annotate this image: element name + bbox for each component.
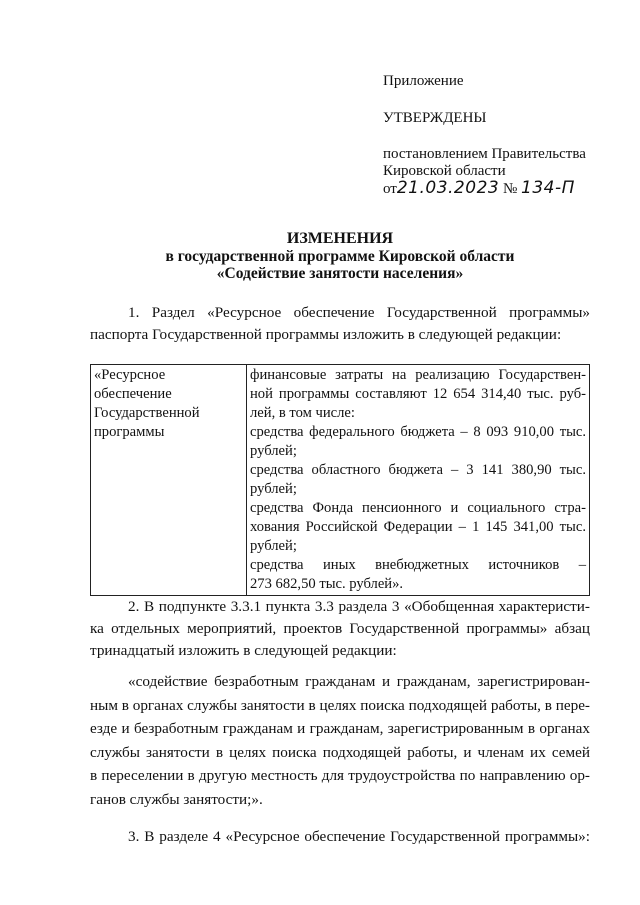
item-2-line-1: 2. В подпункте 3.3.1 пункта 3.3 раздела 3 «Обобщенная характеристи- <box>128 598 590 615</box>
left-cell-line: обеспечение <box>94 386 172 402</box>
item-1-line-2: паспорта Государственной программы изложить в следующей редакции: <box>90 326 562 343</box>
right-cell-line: средства иных внебюджетных источников – <box>250 557 586 573</box>
right-cell-line: финансовые затраты на реализацию Государствен- <box>250 367 586 383</box>
right-cell-line: ной программы составляют 12 654 314,40 тыс. руб- <box>250 386 586 402</box>
right-cell-line: хования Российской Федерации – 1 145 341,00 тыс. <box>250 519 586 535</box>
right-cell-line: рублей; <box>250 481 297 497</box>
date-prefix: от <box>383 181 397 197</box>
document-subtitle-2: «Содействие занятости населения» <box>216 265 464 282</box>
item-2-line-2: ка отдельных мероприятий, проектов Государственной программы» абзац <box>90 620 590 637</box>
document-title: ИЗМЕНЕНИЯ <box>286 230 394 247</box>
item-3 <box>90 826 590 848</box>
right-cell-line: лей, в том числе: <box>250 405 355 421</box>
quote-line: «содействие безработным гражданам и гражданам, зарегистрирован- <box>128 673 590 690</box>
handwritten-date: 21.03.2023 <box>396 178 500 198</box>
right-cell-line: средства Фонда пенсионного и социального стра- <box>250 500 586 516</box>
approved-label: УТВЕРЖДЕНЫ <box>383 110 487 126</box>
item-2 <box>90 596 590 662</box>
quote-line: ным в органах службы занятости в целях поиска подходящей работы, в пере- <box>90 696 590 714</box>
handwritten-number: 134-П <box>521 178 575 198</box>
left-cell-line: Государственной <box>94 405 200 421</box>
quote-line: в переселении в другую местность для трудоустройства по направлению ор- <box>90 767 590 784</box>
right-cell-line: рублей; <box>250 443 297 459</box>
right-cell-line: средства областного бюджета – 3 141 380,90 тыс. <box>250 462 586 478</box>
table-row <box>91 365 590 596</box>
right-cell-line: средства федерального бюджета – 8 093 910,00 тыс. <box>250 424 586 440</box>
left-cell-line: программы <box>94 424 165 440</box>
item-3-line-1: 3. В разделе 4 «Ресурсное обеспечение Государственной программы»: <box>128 828 590 845</box>
quote-line: службы занятости в целях поиска подходящей работы, и членам их семей <box>90 743 590 761</box>
decree-date-line <box>383 180 575 198</box>
document-subtitle-1: в государственной программе Кировской области <box>165 248 515 265</box>
right-cell-line: рублей; <box>250 538 297 554</box>
left-cell-line: «Ресурсное <box>94 367 166 383</box>
table-right-cell <box>247 365 590 596</box>
decree-line-2: Кировской области <box>383 163 506 179</box>
item-2-line-3: тринадцатый изложить в следующей редакции: <box>90 642 397 659</box>
table-left-cell <box>91 365 247 596</box>
item-1 <box>90 302 590 346</box>
appendix-label: Приложение <box>383 73 464 89</box>
quote-line: ганов службы занятости;». <box>90 790 263 808</box>
quote-line: езде и безработным гражданам и гражданам, зарегистрированным в органах <box>90 720 590 737</box>
right-cell-line: 273 682,50 тыс. рублей». <box>250 576 404 592</box>
resource-table <box>90 364 590 596</box>
item-1-line-1: 1. Раздел «Ресурсное обеспечение Государственной программы» <box>128 304 590 321</box>
quoted-paragraph <box>90 670 590 811</box>
number-prefix: № <box>502 181 518 197</box>
decree-line-1: постановлением Правительства <box>383 146 586 162</box>
